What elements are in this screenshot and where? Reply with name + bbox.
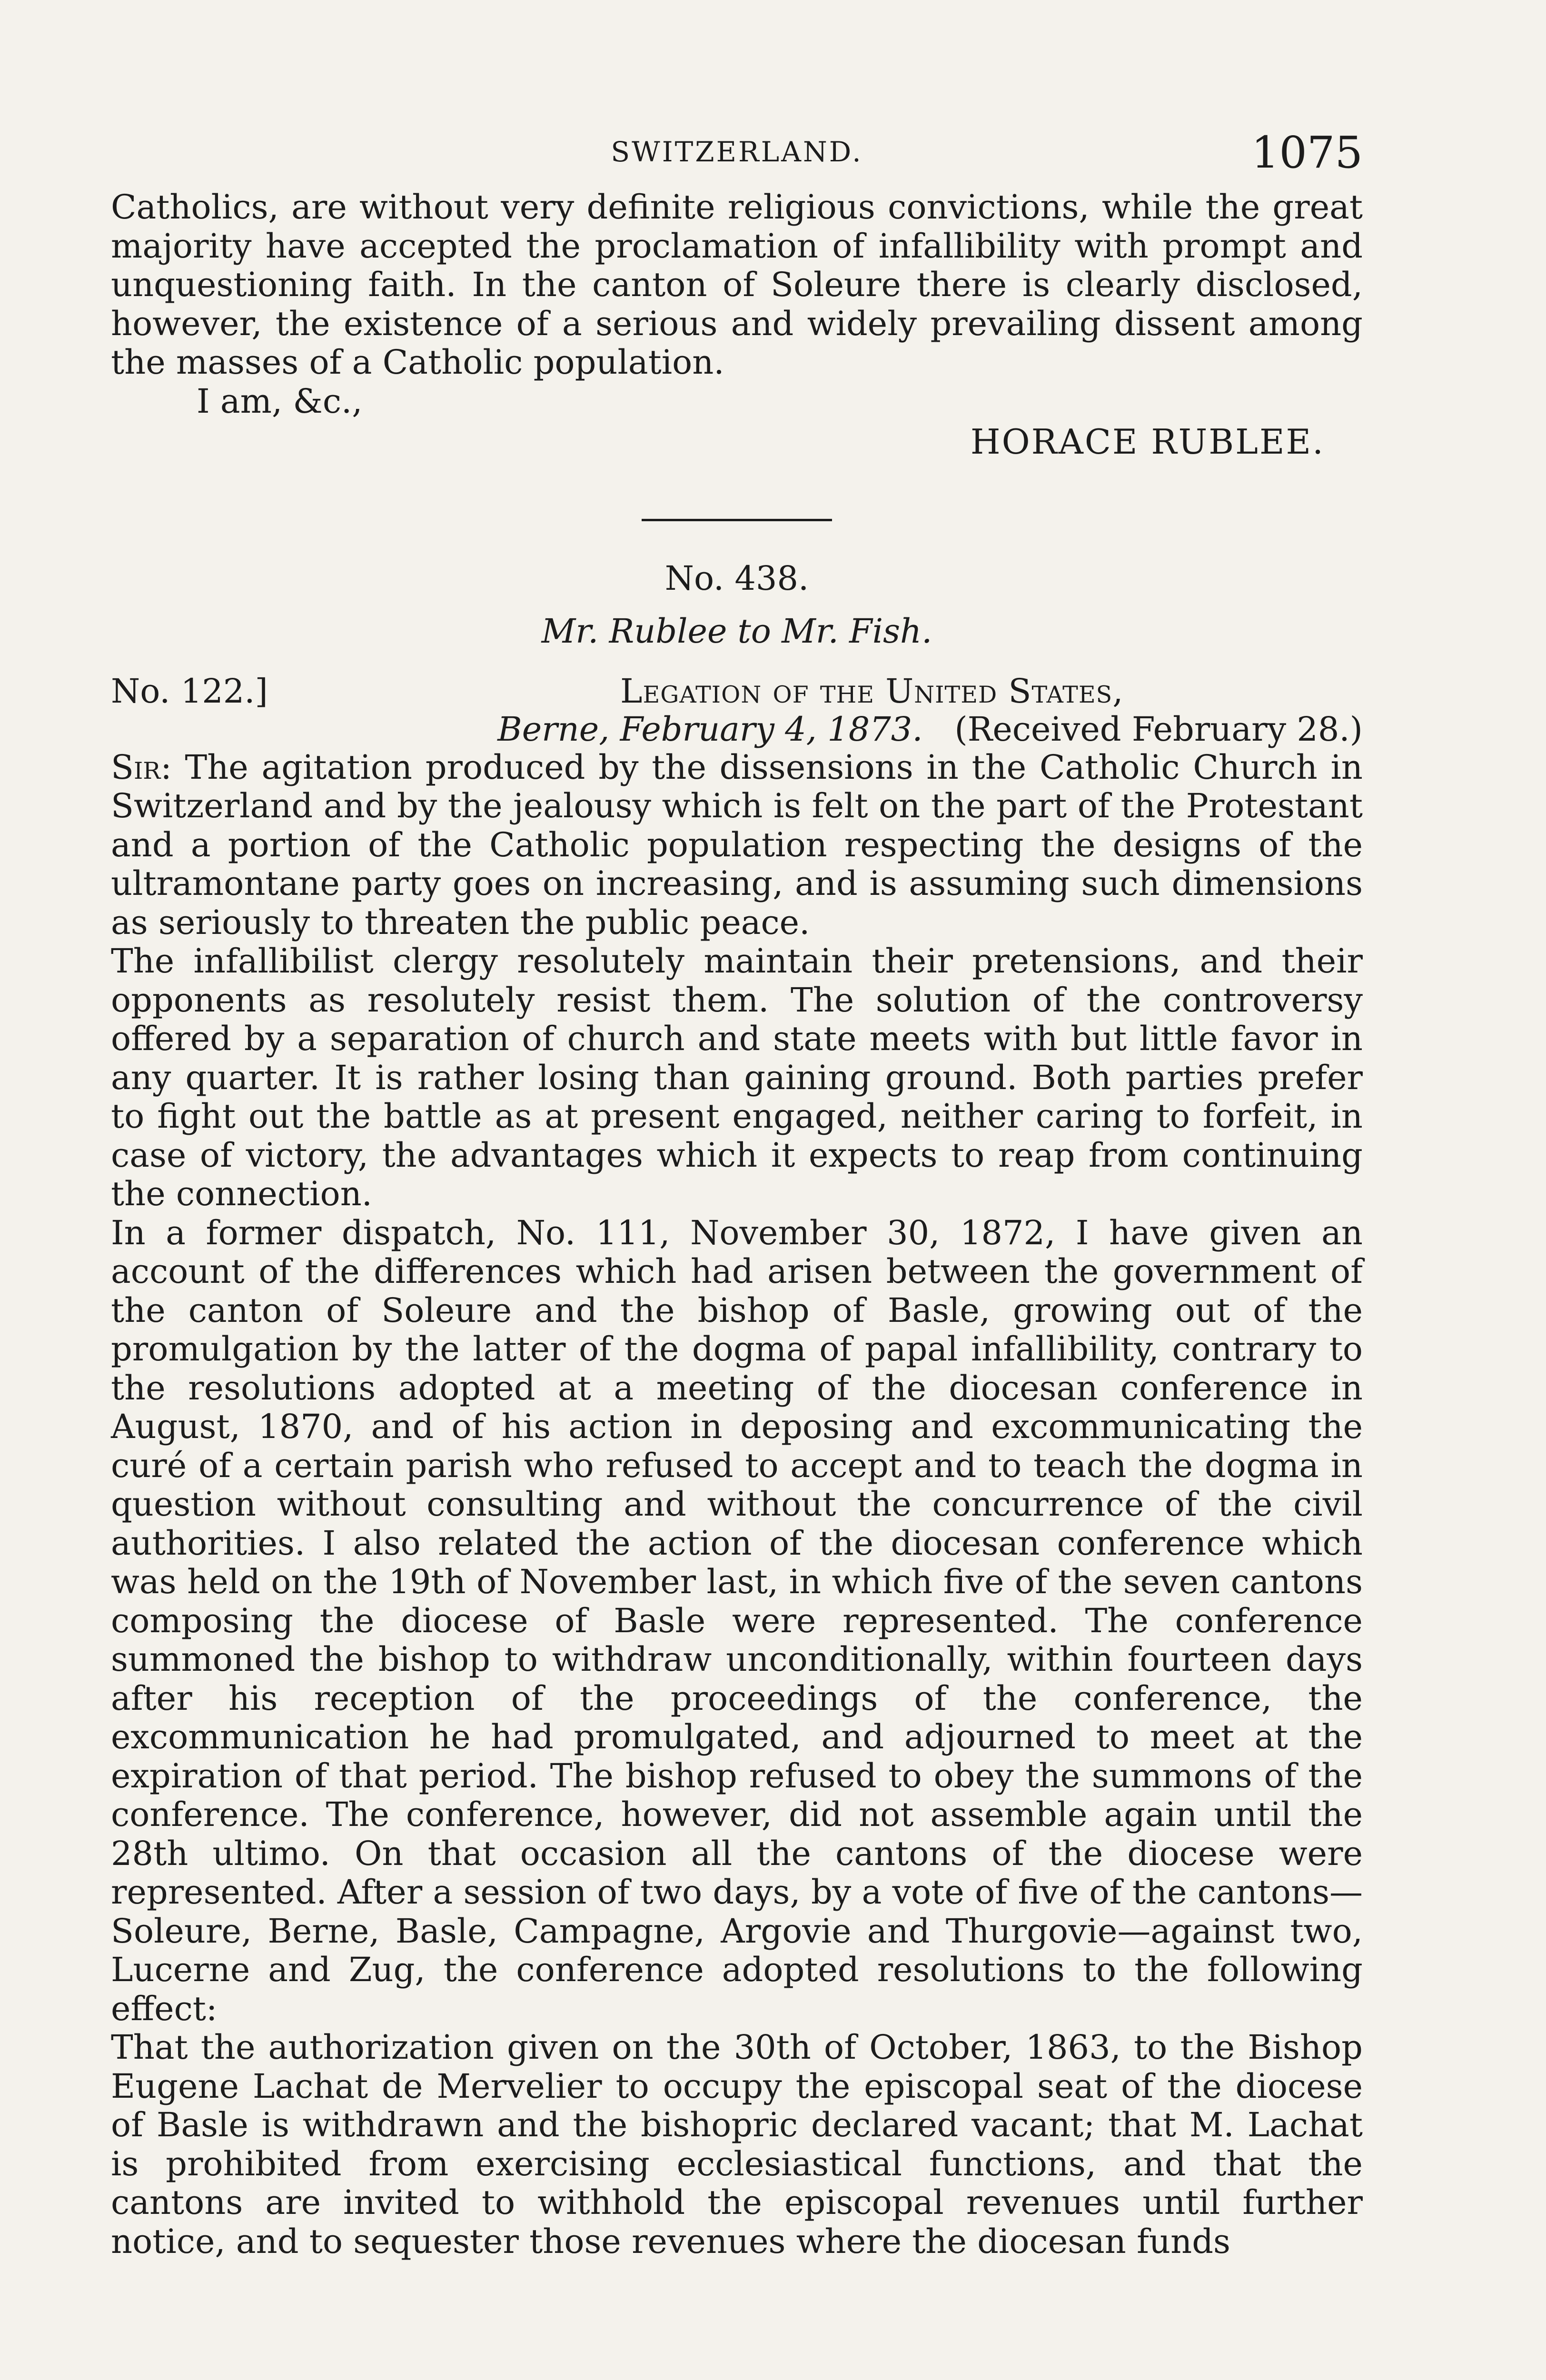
received-date: (Received February 28.) xyxy=(954,709,1363,749)
dispatch-header xyxy=(111,672,1363,748)
paragraph-2: The infallibilist clergy resolutely maintain their pretensions, and their opponents as resolutely resist them. The solution of the controversy offered by a separation of church and state meets with but little favor in any quarter. It is rather losing than gaining ground. Both parties prefer to fight out the battle as at present engaged, neither caring to forfeit, in case of victory, the advantages which it expects to reap from continuing the connection. xyxy=(111,942,1363,1213)
section-title: SWITZERLAND. xyxy=(611,136,863,168)
body-text xyxy=(111,188,1363,2261)
document-title: Mr. Rublee to Mr. Fish. xyxy=(541,612,932,651)
dateline xyxy=(497,710,1363,748)
salutation: Sir: xyxy=(111,747,172,787)
closing-line: I am, &c., xyxy=(197,381,363,421)
place-date: Berne, February 4, 1873. xyxy=(497,709,923,749)
dispatch-number: No. 122.] xyxy=(111,671,268,711)
legation-line: Legation of the United States, xyxy=(620,671,1124,711)
paragraph-1-text: The agitation produced by the dissensions in the Catholic Church in Switzerland and by the jealousy which is felt on the part of the Protestant and a portion of the Catholic population respecting the designs of the ultramontane party goes on increasing, and is assuming such dimensions as seriously to threaten the public peace. xyxy=(111,747,1363,942)
running-head xyxy=(111,127,1363,188)
signature: HORACE RUBLEE. xyxy=(970,422,1325,462)
document-page xyxy=(111,127,1363,2261)
paragraph-1 xyxy=(111,748,1363,942)
section-divider xyxy=(642,519,832,521)
document-number: No. 438. xyxy=(664,558,809,598)
page-number: 1075 xyxy=(1251,127,1363,178)
continuation-paragraph: Catholics, are without very definite religious convictions, while the great majority have accepted the proclamation of infallibility with prompt and unquestioning faith. In the canton of Soleure there is clearly disclosed, however, the existence of a serious and widely prevailing dissent among the masses of a Catholic population. xyxy=(111,188,1363,382)
paragraph-3: In a former dispatch, No. 111, November 30, 1872, I have given an account of the differences which had arisen between the government of the canton of Soleure and the bishop of Basle, growing out of the promulgation by the latter of the dogma of papal infallibility, contrary to the resolutions adopted at a meeting of the diocesan conference in August, 1870, and of his action in deposing and excommunicating the curé of a certain parish who refused to accept and to teach the dogma in question without consulting and without the concurrence of the civil authorities. I also related the action of the diocesan conference which was held on the 19th of November last, in which five of the seven cantons composing the diocese of Basle were represented. The conference summoned the bishop to withdraw unconditionally, within fourteen days after his reception of the proceedings of the conference, the excommunication he had promulgated, and adjourned to meet at the expiration of that period. The bishop refused to obey the summons of the conference. The conference, however, did not assemble again until the 28th ultimo. On that occasion all the cantons of the diocese were represented. After a session of two days, by a vote of five of the cantons—Soleure, Berne, Basle, Campagne, Argovie and Thurgovie—against two, Lucerne and Zug, the conference adopted resolutions to the following effect: xyxy=(111,1213,1363,2028)
paragraph-4: That the authorization given on the 30th of October, 1863, to the Bishop Eugene Lachat de Mervelier to occupy the episcopal seat of the diocese of Basle is withdrawn and the bishopric declared vacant; that M. Lachat is prohibited from exercising ecclesiastical functions, and that the cantons are invited to withhold the episcopal revenues until further notice, and to sequester those revenues where the diocesan funds xyxy=(111,2028,1363,2261)
